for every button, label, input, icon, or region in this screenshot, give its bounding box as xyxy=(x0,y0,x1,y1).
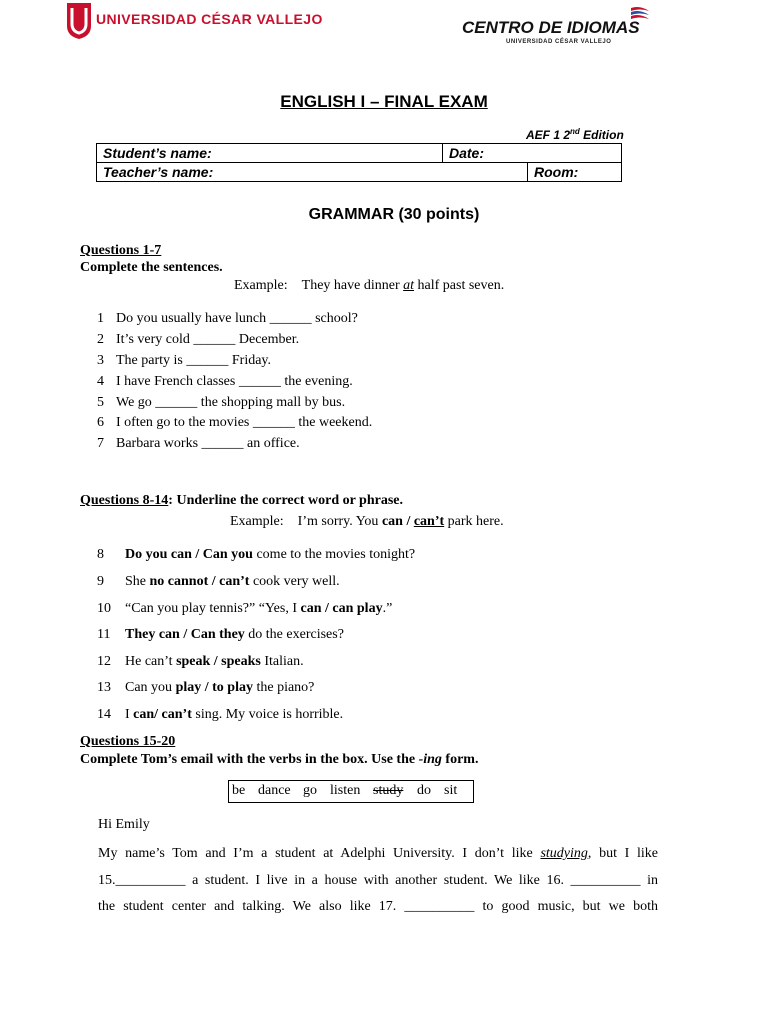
ucv-shield-icon xyxy=(66,2,92,40)
question-number: 6 xyxy=(97,415,104,430)
question-text: She no cannot / can’t cook very well. xyxy=(125,574,340,589)
question-number: 3 xyxy=(97,353,104,368)
verb-0: be xyxy=(232,783,246,798)
question-text: “Can you play tennis?” “Yes, I can / can play.” xyxy=(125,601,393,616)
verb-5: do xyxy=(417,783,431,798)
room-label: Room: xyxy=(534,164,579,180)
question-number: 5 xyxy=(97,395,104,410)
part2-example: Example: I’m sorry. You can / can’t park here. xyxy=(230,514,504,529)
answer-options[interactable]: They can / Can they xyxy=(125,627,245,642)
email-line-3: the student center and talking. We also like 17. __________ to good music, but we both xyxy=(98,899,658,914)
question-text: The party is ______ Friday. xyxy=(116,353,272,368)
part2-heading: Questions 8-14: Underline the correct word or phrase. xyxy=(80,493,404,508)
student-name-label: Student’s name: xyxy=(103,145,212,161)
answer-options[interactable]: play / to play xyxy=(175,680,253,695)
section-heading: GRAMMAR (30 points) xyxy=(308,206,480,223)
question-text: He can’t speak / speaks Italian. xyxy=(125,654,304,669)
answer-options[interactable]: no cannot / can’t xyxy=(149,574,250,589)
student-info-table xyxy=(96,143,622,182)
verb-1: dance xyxy=(258,783,291,798)
question-number: 8 xyxy=(97,547,104,562)
centro-idiomas-logo xyxy=(462,4,662,46)
question-text: Do you usually have lunch ______ school? xyxy=(116,311,358,326)
answer-options[interactable]: Do you can / Can you xyxy=(125,547,253,562)
question-text: I can/ can’t sing. My voice is horrible. xyxy=(125,707,344,722)
verb-2: go xyxy=(303,783,317,798)
info-row-teacher xyxy=(97,162,621,181)
question-text: I often go to the movies ______ the weekend. xyxy=(116,415,373,430)
question-number: 9 xyxy=(97,574,104,589)
question-text: Do you can / Can you come to the movies tonight? xyxy=(125,547,416,562)
part1-instruction: Complete the sentences. xyxy=(80,260,223,275)
question-number: 12 xyxy=(97,654,111,669)
question-text: It’s very cold ______ December. xyxy=(116,332,300,347)
part3-instruction: Complete Tom’s email with the verbs in the box. Use the -ing form. xyxy=(80,752,479,767)
email-line-2: 15.__________ a student. I live in a house with another student. We like 16. __________ in xyxy=(98,873,658,888)
ucv-logo xyxy=(66,2,323,40)
email-line-1: My name’s Tom and I’m a student at Adelphi University. I don’t like studying, but I like xyxy=(98,846,659,861)
date-label: Date: xyxy=(449,145,485,161)
question-number: 2 xyxy=(97,332,104,347)
question-number: 10 xyxy=(97,601,111,616)
answer-options[interactable]: speak / speaks xyxy=(176,654,261,669)
part1-heading: Questions 1-7 xyxy=(80,243,162,258)
info-row-student xyxy=(97,144,621,162)
question-text: We go ______ the shopping mall by bus. xyxy=(116,395,346,410)
email-greeting: Hi Emily xyxy=(98,817,150,832)
centro-idiomas-title: CENTRO DE IDIOMAS xyxy=(462,18,640,37)
question-text: They can / Can they do the exercises? xyxy=(125,627,344,642)
question-number: 11 xyxy=(97,627,111,642)
answer-options[interactable]: can / can play xyxy=(300,601,383,616)
edition-label: AEF 1 2nd Edition xyxy=(526,127,624,142)
verb-3: listen xyxy=(330,783,361,798)
verb-4: study xyxy=(373,783,404,798)
teacher-name-label: Teacher’s name: xyxy=(103,164,214,180)
exam-title: ENGLISH I – FINAL EXAM xyxy=(280,92,488,111)
question-text: Barbara works ______ an office. xyxy=(116,436,300,451)
question-number: 1 xyxy=(97,311,104,326)
centro-idiomas-subtitle: UNIVERSIDAD CÉSAR VALLEJO xyxy=(506,39,612,45)
flag-swoosh-icon xyxy=(630,6,650,20)
question-text: Can you play / to play the piano? xyxy=(125,680,315,695)
question-text: I have French classes ______ the evening. xyxy=(116,374,353,389)
verbs-box xyxy=(228,780,474,803)
question-number: 13 xyxy=(97,680,111,695)
question-number: 14 xyxy=(97,707,111,722)
part3-heading: Questions 15-20 xyxy=(80,734,176,749)
question-number: 4 xyxy=(97,374,104,389)
part1-example: Example: They have dinner at half past seven. xyxy=(234,278,505,293)
verb-6: sit xyxy=(444,783,458,798)
question-number: 7 xyxy=(97,436,104,451)
answer-options[interactable]: can/ can’t xyxy=(133,707,192,722)
university-name: UNIVERSIDAD CÉSAR VALLEJO xyxy=(96,11,323,27)
